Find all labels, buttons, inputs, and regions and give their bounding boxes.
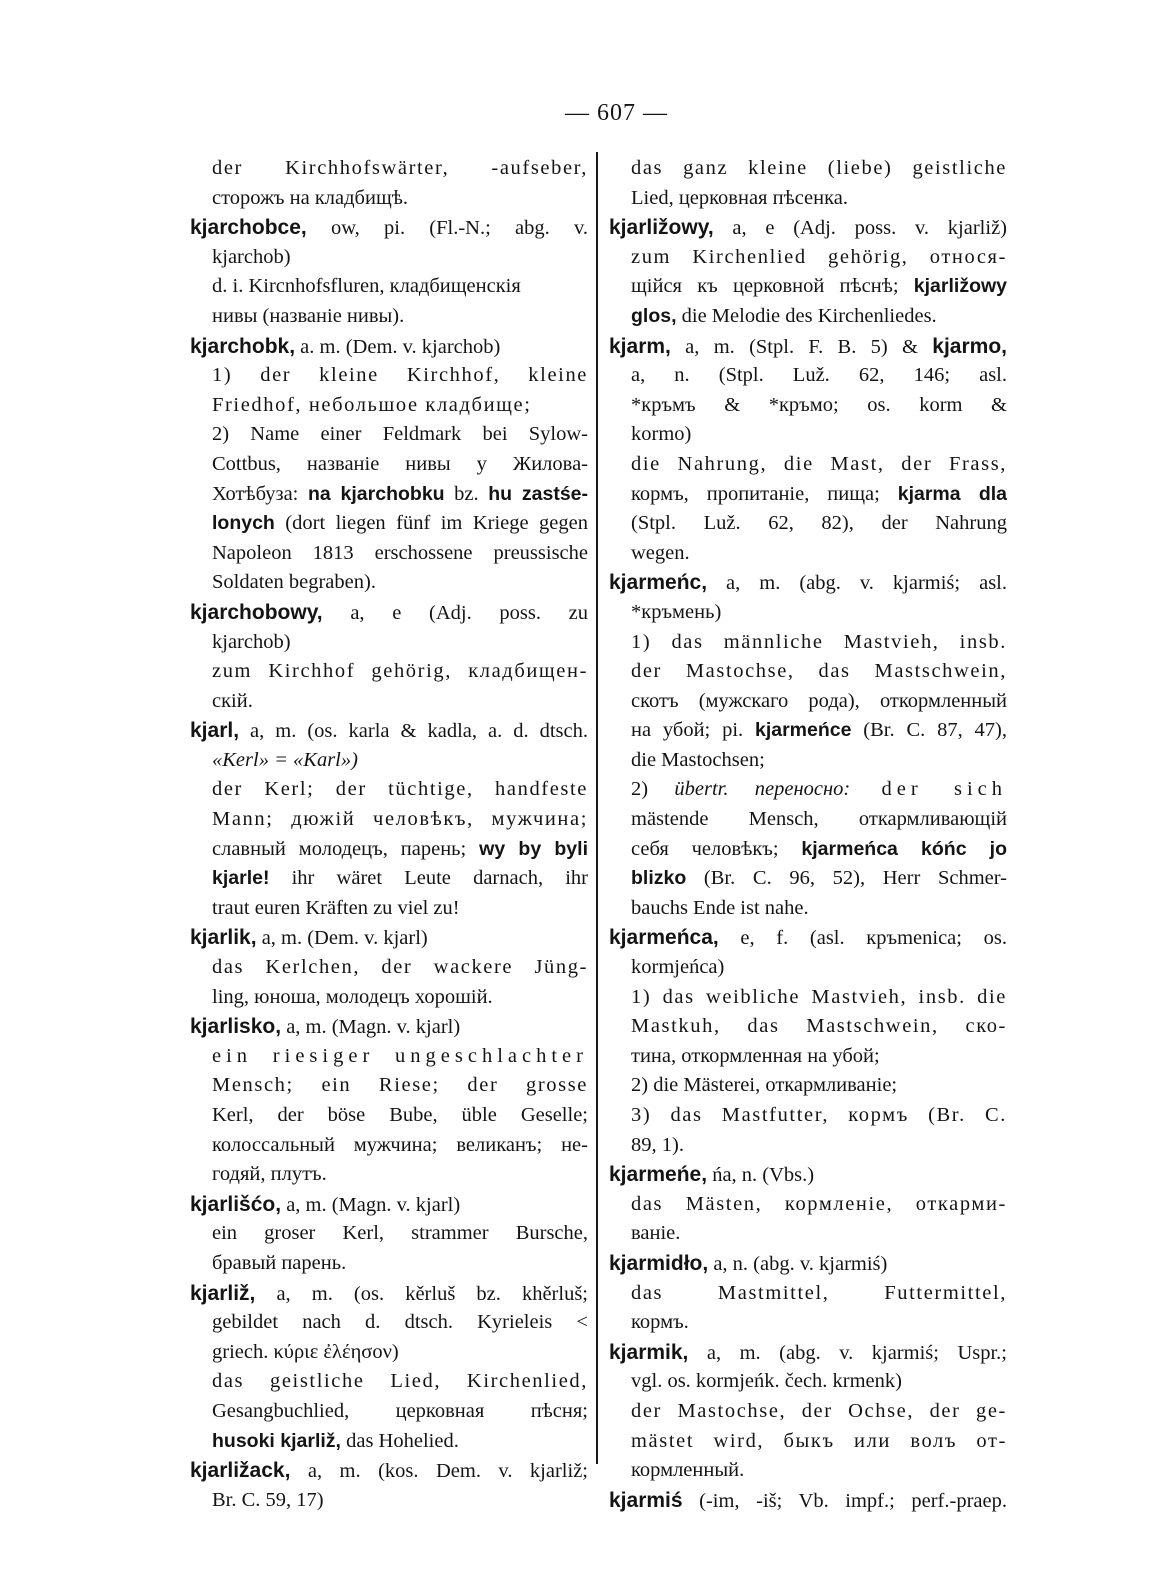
usage-note: übertr. переносно: — [674, 778, 851, 801]
text-line: годяй, плутъ. — [212, 1163, 327, 1186]
text-line: (Stpl. Luž. 62, 82), der Nahrung — [631, 512, 1007, 535]
text-line: a, n. (Stpl. Luž. 62, 146; asl. — [631, 364, 1007, 387]
headword: kjarchobowy, — [190, 600, 323, 624]
column-divider — [596, 152, 598, 1464]
example: kjarližowy — [913, 275, 1007, 298]
text-line: gebildet nach d. dtsch. Kyrieleis < — [212, 1311, 588, 1334]
entry-header — [609, 923, 1007, 953]
example: na kjarchobku — [307, 482, 445, 505]
text-line: kjarle! ihr wäret Leute darnach, ihr — [212, 867, 588, 890]
text-line: ling, юноша, молодецъ хорошій. — [212, 985, 493, 1008]
grammar-info: (-im, -iš; Vb. impf.; perf.-praep. — [682, 1489, 1007, 1512]
text-line: kormjeńca) — [631, 956, 725, 979]
grammar-info: ow, pi. (Fl.-N.; abg. v. — [306, 217, 588, 240]
text-line: *кръмъ & *кръмо; os. korm & — [631, 393, 1007, 416]
text-line: vgl. os. kormjeńk. čech. krmenk) — [631, 1370, 902, 1393]
entry-header — [609, 332, 1007, 362]
entry-header — [190, 716, 588, 746]
example: blizko — [631, 867, 687, 890]
page-number: — 607 — — [565, 100, 668, 126]
text-line: der Kerl; der tüchtige, handfeste — [212, 778, 588, 801]
text-line: das Mastmittel, Futtermittel, — [631, 1281, 1007, 1304]
text-line: ein groser Kerl, strammer Bursche, — [212, 1222, 588, 1245]
grammar-info: a, m. (abg. v. kjarmiś; asl. — [707, 572, 1007, 595]
text-line: kormo) — [631, 423, 692, 446]
headword: kjarmik, — [609, 1340, 689, 1364]
text-line: бравый парень. — [212, 1251, 347, 1274]
text-line: blizko (Br. C. 96, 52), Herr Schmer- — [631, 867, 1007, 890]
text-line: 89, 1). — [631, 1133, 684, 1156]
headword: kjarliž, — [190, 1281, 256, 1305]
text-line: ein riesiger ungeschlachter — [212, 1044, 588, 1067]
headword: kjarmeńca, — [609, 926, 719, 950]
grammar-info: e, f. (asl. кръmenica; os. — [718, 927, 1007, 950]
text-line: 1) der kleine Kirchhof, kleine — [212, 364, 588, 387]
entry-header — [609, 1160, 1007, 1190]
text-line: кормъ, пропитаніе, пища; kjarma dla — [631, 482, 1007, 505]
entry-header — [609, 1486, 1007, 1516]
headword: kjarmeńe, — [609, 1163, 708, 1187]
text-line: «Kerl» = «Karl») — [212, 748, 358, 771]
headword: kjarmo, — [932, 334, 1007, 358]
text-line: на убой; pi. kjarmeńce (Br. C. 87, 47), — [631, 719, 1008, 742]
text-line: griech. κύριε ἐλέησον) — [212, 1340, 399, 1363]
text-line: traut euren Kräften zu viel zu! — [212, 896, 460, 919]
text-line: Mensch; ein Riese; der grosse — [212, 1074, 588, 1097]
text-line: Friedhof, небольшое кладбище; — [212, 393, 532, 416]
text-line: щійся къ церковной пѣснѣ; kjarližowy — [631, 275, 1007, 298]
text-line: нивы (названіе нивы). — [212, 304, 405, 327]
grammar-info: a, m. (Stpl. F. B. 5) & — [670, 335, 933, 358]
text-line: mästet wird, быкъ или волъ от- — [631, 1429, 1007, 1452]
text-line: 1) das weibliche Mastvieh, insb. die — [631, 985, 1007, 1008]
example: kjarmeńce — [754, 719, 852, 742]
text-line: Kerl, der böse Bube, üble Geselle; — [212, 1104, 588, 1126]
text-line: скотъ (мужскаго рода), откормленный — [631, 689, 1007, 712]
text-line: das Mästen, кормленіе, откарми- — [631, 1192, 1007, 1215]
entry-header — [190, 332, 588, 362]
entry-header — [609, 1338, 1007, 1368]
text-line: скій. — [212, 689, 253, 712]
right-column — [609, 154, 1007, 1515]
text-line: 2) übertr. переносно: der sich — [631, 778, 1008, 801]
text-line: der Kirchhofswärter, -aufseber, — [212, 157, 588, 179]
text-line: Lied, церковная пѣсенка. — [631, 186, 849, 209]
text-line: zum Kirchhof gehörig, кладбищен- — [212, 660, 588, 683]
text-line: *кръмень) — [631, 600, 722, 623]
text-line: d. i. Kircnhofsfluren, кладбищенскія — [212, 275, 521, 298]
headword: kjarmiś — [609, 1488, 683, 1512]
text-line: ваніе. — [631, 1222, 681, 1245]
grammar-info: a, m. (abg. v. kjarmiś; Uspr.; — [688, 1341, 1007, 1364]
text-line: сторожъ на кладбищѣ. — [212, 186, 409, 209]
text-line: zum Kirchenlied gehörig, относя- — [631, 245, 1007, 268]
headword: kjarchobce, — [190, 216, 307, 240]
text-line: das Kerlchen, der wackere Jüng- — [212, 956, 588, 979]
grammar-info: a, m. (Dem. v. kjarl) — [256, 927, 428, 950]
grammar-info: a, e (Adj. poss. zu — [322, 601, 588, 624]
text-line: das geistliche Lied, Kirchenlied, — [212, 1370, 588, 1393]
example: wy by byli — [479, 837, 588, 860]
headword: kjarmeńc, — [609, 571, 708, 595]
text-line: kjarchob) — [212, 630, 291, 653]
text-line: тина, откормленная на убой; — [631, 1044, 880, 1067]
grammar-info: a, m. (os. kěrluš bz. khěrluš; — [255, 1282, 588, 1305]
grammar-info: a, n. (abg. v. kjarmiś) — [708, 1252, 888, 1275]
text-line: die Mastochsen; — [631, 748, 765, 771]
text-line: kjarchob) — [212, 245, 291, 268]
headword: kjarchobk, — [190, 334, 296, 358]
text-line: 2) die Mästerei, откармливаніе; — [631, 1074, 898, 1097]
headword: kjarlišćo, — [190, 1192, 282, 1216]
text-line: себя человѣкъ; kjarmeńca kóńc jo — [631, 837, 1007, 860]
text-line: Gesangbuchlied, церковная пѣсня; — [212, 1399, 588, 1422]
entry-header — [190, 213, 588, 243]
text-line: Mastkuh, das Mastschwein, ско- — [631, 1015, 1007, 1038]
text-line: 3) das Mastfutter, кормъ (Br. C. — [631, 1104, 1007, 1126]
text-line: husoki kjarliž, das Hohelied. — [212, 1429, 459, 1452]
text-line: die Nahrung, die Mast, der Frass, — [631, 452, 1007, 475]
grammar-info: ńa, n. (Vbs.) — [707, 1164, 815, 1187]
grammar-info: a, m. (kos. Dem. v. kjarliž; — [290, 1460, 588, 1483]
text-line: 1) das männliche Mastvieh, insb. — [631, 630, 1007, 653]
headword: kjarlisko, — [190, 1015, 282, 1039]
text-line: славный молодецъ, парень; wy by byli — [212, 837, 588, 860]
entry-header — [190, 1012, 588, 1042]
example: hu zastśe- — [488, 482, 588, 505]
grammar-info: a, m. (Magn. v. kjarl) — [281, 1193, 461, 1216]
example: glos, — [631, 304, 677, 327]
headword: kjarmidło, — [609, 1251, 709, 1275]
text-line: Soldaten begraben). — [212, 571, 376, 594]
headword: kjarm, — [609, 334, 671, 358]
example: kjarma dla — [897, 482, 1007, 505]
example: kjarle! — [212, 867, 270, 890]
text-line: lonych (dort liegen fünf im Kriege gegen — [212, 512, 588, 535]
text-line: mästende Mensch, откармливающій — [631, 808, 1007, 831]
text-line: bauchs Ende ist nahe. — [631, 896, 809, 919]
entry-header — [190, 1279, 588, 1309]
text-line: 2) Name einer Feldmark bei Sylow- — [212, 423, 588, 446]
text-line: das ganz kleine (liebe) geistliche — [631, 157, 1007, 179]
text-line: Cottbus, названіе нивы у Жилова- — [212, 452, 588, 475]
entry-header — [609, 213, 1007, 243]
entry-header — [609, 568, 1007, 598]
grammar-info: a, m. (os. karla & kadla, a. d. dtsch. — [239, 720, 588, 743]
entry-header — [190, 598, 588, 628]
text-line: der Mastochse, das Mastschwein, — [631, 660, 1007, 683]
grammar-info: a. m. (Dem. v. kjarchob) — [295, 335, 501, 358]
headword: kjarližack, — [190, 1459, 291, 1483]
headword: kjarlik, — [190, 926, 257, 950]
grammar-info: a, e (Adj. poss. v. kjarliž) — [713, 217, 1007, 240]
left-column — [190, 154, 588, 1515]
text-line: glos, die Melodie des Kirchenliedes. — [631, 304, 937, 327]
text-line: кормленный. — [631, 1459, 745, 1482]
example: kjarmeńca kóńc jo — [801, 837, 1007, 860]
grammar-info: a, m. (Magn. v. kjarl) — [281, 1016, 461, 1039]
headword: kjarl, — [190, 719, 240, 743]
text-line: Хотѣбуза: na kjarchobku bz. hu zastśe- — [212, 482, 588, 505]
entry-header — [190, 1456, 588, 1486]
text-line: der Mastochse, der Ochse, der ge- — [631, 1399, 1007, 1422]
text-line: Napoleon 1813 erschossene preussische — [212, 541, 588, 564]
entry-header — [190, 923, 588, 953]
text-line: wegen. — [631, 541, 690, 564]
text-line: Br. C. 59, 17) — [212, 1488, 324, 1511]
text-line: колоссальный мужчина; великанъ; не- — [212, 1133, 588, 1156]
entry-header — [190, 1190, 588, 1220]
text-line: Mann; дюжій человѣкъ, мужчина; — [212, 808, 588, 831]
text-line: кормъ. — [631, 1311, 689, 1334]
example: husoki kjarliž, — [212, 1429, 341, 1452]
example: lonych — [212, 512, 275, 535]
headword: kjarližowy, — [609, 216, 714, 240]
entry-header — [609, 1249, 1007, 1279]
